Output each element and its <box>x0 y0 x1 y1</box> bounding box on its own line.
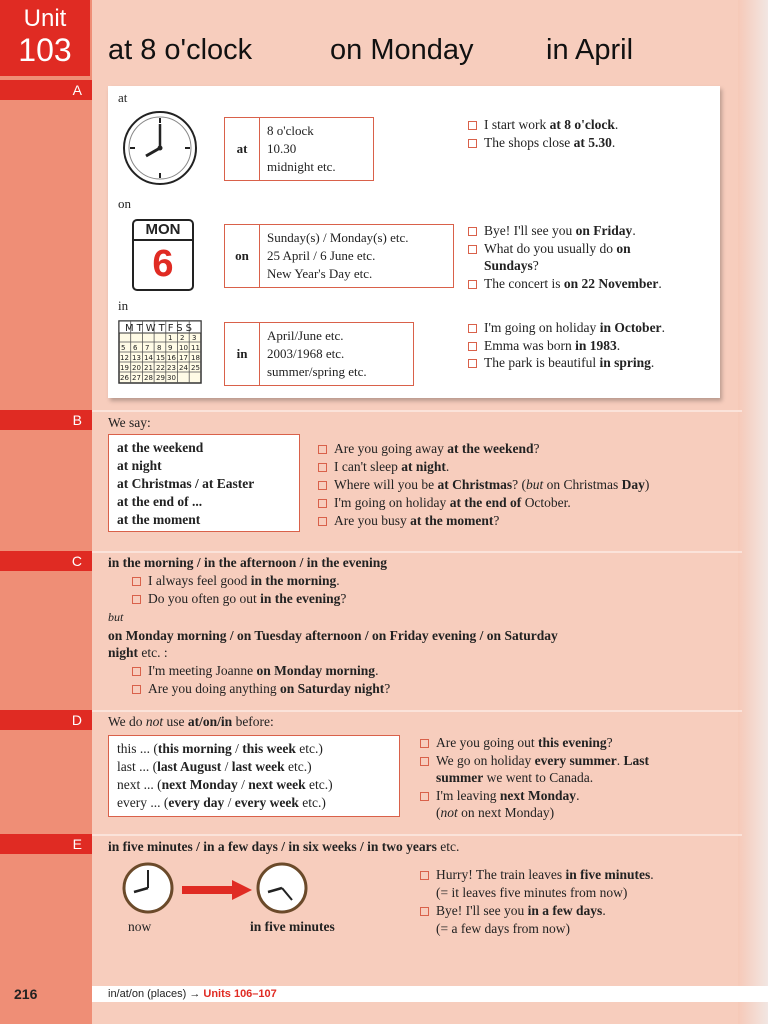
month-calendar-icon <box>118 320 202 384</box>
on-item: Sunday(s) / Monday(s) etc. <box>267 230 409 245</box>
section-divider <box>92 410 742 412</box>
example-line: I'm going on holiday in October. <box>468 319 665 337</box>
section-tag-d: D <box>0 710 92 730</box>
d-row: next ... (next Monday / next week etc.) <box>117 777 333 792</box>
example-line: Are you busy at the moment? <box>318 512 649 530</box>
cross-reference <box>108 988 277 1000</box>
svg-text:23: 23 <box>167 364 176 372</box>
example-line: Are you going out this evening? <box>420 734 649 752</box>
svg-text:11: 11 <box>191 344 200 352</box>
unit-badge <box>0 0 90 76</box>
phrase: at the weekend <box>117 440 204 455</box>
calendar-day-number: 6 <box>152 243 174 285</box>
at-key: at <box>225 118 260 180</box>
clock-later-icon <box>252 862 312 914</box>
phrase: at Christmas / at Easter <box>117 476 255 491</box>
section-d-box <box>108 735 400 817</box>
at-item: midnight etc. <box>267 159 336 174</box>
svg-text:19: 19 <box>120 364 129 372</box>
svg-text:30: 30 <box>167 374 176 382</box>
section-b-intro: We say: <box>108 415 151 430</box>
example-continuation: (= it leaves five minutes from now) <box>436 885 628 900</box>
section-c-heading-2: on Monday morning / on Tuesday afternoon / on Friday evening / on Saturday <box>108 628 558 643</box>
phrase: at night <box>117 458 162 473</box>
svg-text:2: 2 <box>180 334 185 342</box>
in-item: April/June etc. <box>267 328 344 343</box>
phrase: at the moment <box>117 512 201 527</box>
svg-text:6: 6 <box>133 344 138 352</box>
example-continuation: Sundays? <box>484 258 539 273</box>
section-b-examples <box>318 440 649 530</box>
example-line: What do you usually do on <box>468 240 662 258</box>
svg-text:18: 18 <box>191 354 200 362</box>
section-divider <box>92 551 742 553</box>
at-items <box>267 122 336 176</box>
section-e-examples <box>420 866 654 938</box>
svg-text:12: 12 <box>120 354 129 362</box>
example-line: The shops close at 5.30. <box>468 134 618 152</box>
on-examples <box>468 222 662 292</box>
on-item: 25 April / 6 June etc. <box>267 248 376 263</box>
section-c-heading: in the morning / in the afternoon / in the evening <box>108 555 388 570</box>
svg-text:14: 14 <box>144 354 153 362</box>
example-line: Bye! I'll see you in a few days. <box>420 902 654 920</box>
on-label: on <box>118 196 131 211</box>
title-in: in April <box>546 34 634 66</box>
svg-text:27: 27 <box>132 374 141 382</box>
example-line: I'm going on holiday at the end of October. <box>318 494 649 512</box>
section-tag-a: A <box>0 80 92 100</box>
unit-word: Unit <box>23 5 67 32</box>
svg-text:21: 21 <box>144 364 153 372</box>
section-tag-c: C <box>0 551 92 571</box>
example-line: Bye! I'll see you on Friday. <box>468 222 662 240</box>
at-time-table <box>224 117 374 181</box>
section-d-intro: We do not use at/on/in before: <box>108 714 274 729</box>
example-continuation: (not on next Monday) <box>436 805 555 820</box>
at-label: at <box>118 90 128 105</box>
clock-now-icon <box>118 862 178 914</box>
svg-text:5: 5 <box>121 344 126 352</box>
page-number: 216 <box>14 986 38 1002</box>
on-items <box>267 229 409 283</box>
in-key: in <box>225 323 260 385</box>
caption-in-five-minutes: in five minutes <box>250 919 335 934</box>
in-items <box>267 327 367 381</box>
left-margin <box>0 0 92 1024</box>
svg-text:1: 1 <box>168 334 173 342</box>
svg-text:9: 9 <box>168 344 173 352</box>
example-line: Are you going away at the weekend? <box>318 440 649 458</box>
example-line: I always feel good in the morning. <box>132 572 346 590</box>
on-key: on <box>225 225 260 287</box>
example-line: Emma was born in 1983. <box>468 337 665 355</box>
clock-icon <box>120 108 200 188</box>
example-line: The park is beautiful in spring. <box>468 354 665 372</box>
example-line: I'm meeting Joanne on Monday morning. <box>132 662 390 680</box>
arrow-icon: → <box>189 988 201 1000</box>
svg-text:22: 22 <box>156 364 165 372</box>
in-item: summer/spring etc. <box>267 364 367 379</box>
example-line: Hurry! The train leaves in five minutes. <box>420 866 654 884</box>
section-divider <box>92 834 742 836</box>
in-examples <box>468 319 665 372</box>
svg-text:15: 15 <box>156 354 165 362</box>
in-period-table <box>224 322 414 386</box>
at-examples <box>468 116 618 151</box>
section-b-phrase-box <box>108 434 300 532</box>
svg-text:13: 13 <box>132 354 141 362</box>
svg-text:3: 3 <box>192 334 197 342</box>
phrase: at the end of ... <box>117 494 203 509</box>
d-row: this ... (this morning / this week etc.) <box>117 741 323 756</box>
on-item: New Year's Day etc. <box>267 266 373 281</box>
section-divider <box>92 710 742 712</box>
example-line: Are you doing anything on Saturday night? <box>132 680 390 698</box>
section-e-heading: in five minutes / in a few days / in six weeks / in two years etc. <box>108 839 460 854</box>
svg-text:29: 29 <box>156 374 165 382</box>
svg-text:28: 28 <box>144 374 153 382</box>
section-c-heading-2-cont: night etc. : <box>108 645 168 660</box>
d-row: last ... (last August / last week etc.) <box>117 759 312 774</box>
svg-text:26: 26 <box>120 374 129 382</box>
section-tag-e: E <box>0 834 92 854</box>
example-line: I'm leaving next Monday. <box>420 787 649 805</box>
page-title <box>108 34 728 74</box>
section-a-panel <box>108 86 720 398</box>
example-line: The concert is on 22 November. <box>468 275 662 293</box>
page-edge <box>738 0 768 1024</box>
section-d-examples <box>420 734 649 822</box>
example-continuation: (= a few days from now) <box>436 921 570 936</box>
example-line: Where will you be at Christmas? (but on Christmas Day) <box>318 476 649 494</box>
svg-text:17: 17 <box>179 354 188 362</box>
svg-text:25: 25 <box>191 364 200 372</box>
example-line: We go on holiday every summer. Last <box>420 752 649 770</box>
caption-now: now <box>128 919 152 934</box>
on-date-table <box>224 224 454 288</box>
title-on: on Monday <box>330 34 474 66</box>
unit-number: 103 <box>18 32 72 68</box>
arrow-right-icon <box>182 880 252 900</box>
svg-text:20: 20 <box>132 364 141 372</box>
section-tag-b: B <box>0 410 92 430</box>
section-c-examples-2 <box>132 662 390 698</box>
cross-ref-topic: in/at/on (places) <box>108 988 187 1000</box>
section-c-but: but <box>108 610 124 624</box>
in-label: in <box>118 298 129 313</box>
example-line: I start work at 8 o'clock. <box>468 116 618 134</box>
calendar-day-icon <box>132 219 194 291</box>
d-row: every ... (every day / every week etc.) <box>117 795 326 810</box>
at-item: 10.30 <box>267 141 297 156</box>
cross-ref-units-link[interactable]: Units 106–107 <box>203 988 277 1000</box>
svg-text:10: 10 <box>179 344 188 352</box>
example-line: I can't sleep at night. <box>318 458 649 476</box>
section-c-examples-1 <box>132 572 346 608</box>
title-at: at 8 o'clock <box>108 34 253 66</box>
at-item: 8 o'clock <box>267 123 314 138</box>
example-line: Do you often go out in the evening? <box>132 590 346 608</box>
in-item: 2003/1968 etc. <box>267 346 345 361</box>
svg-text:16: 16 <box>167 354 176 362</box>
svg-text:8: 8 <box>157 344 162 352</box>
svg-text:7: 7 <box>145 344 150 352</box>
example-continuation: summer we went to Canada. <box>436 770 594 785</box>
calendar-weekday-header: MTWTFSS <box>124 323 196 334</box>
svg-text:24: 24 <box>179 364 188 372</box>
calendar-day-name: MON <box>134 221 192 241</box>
